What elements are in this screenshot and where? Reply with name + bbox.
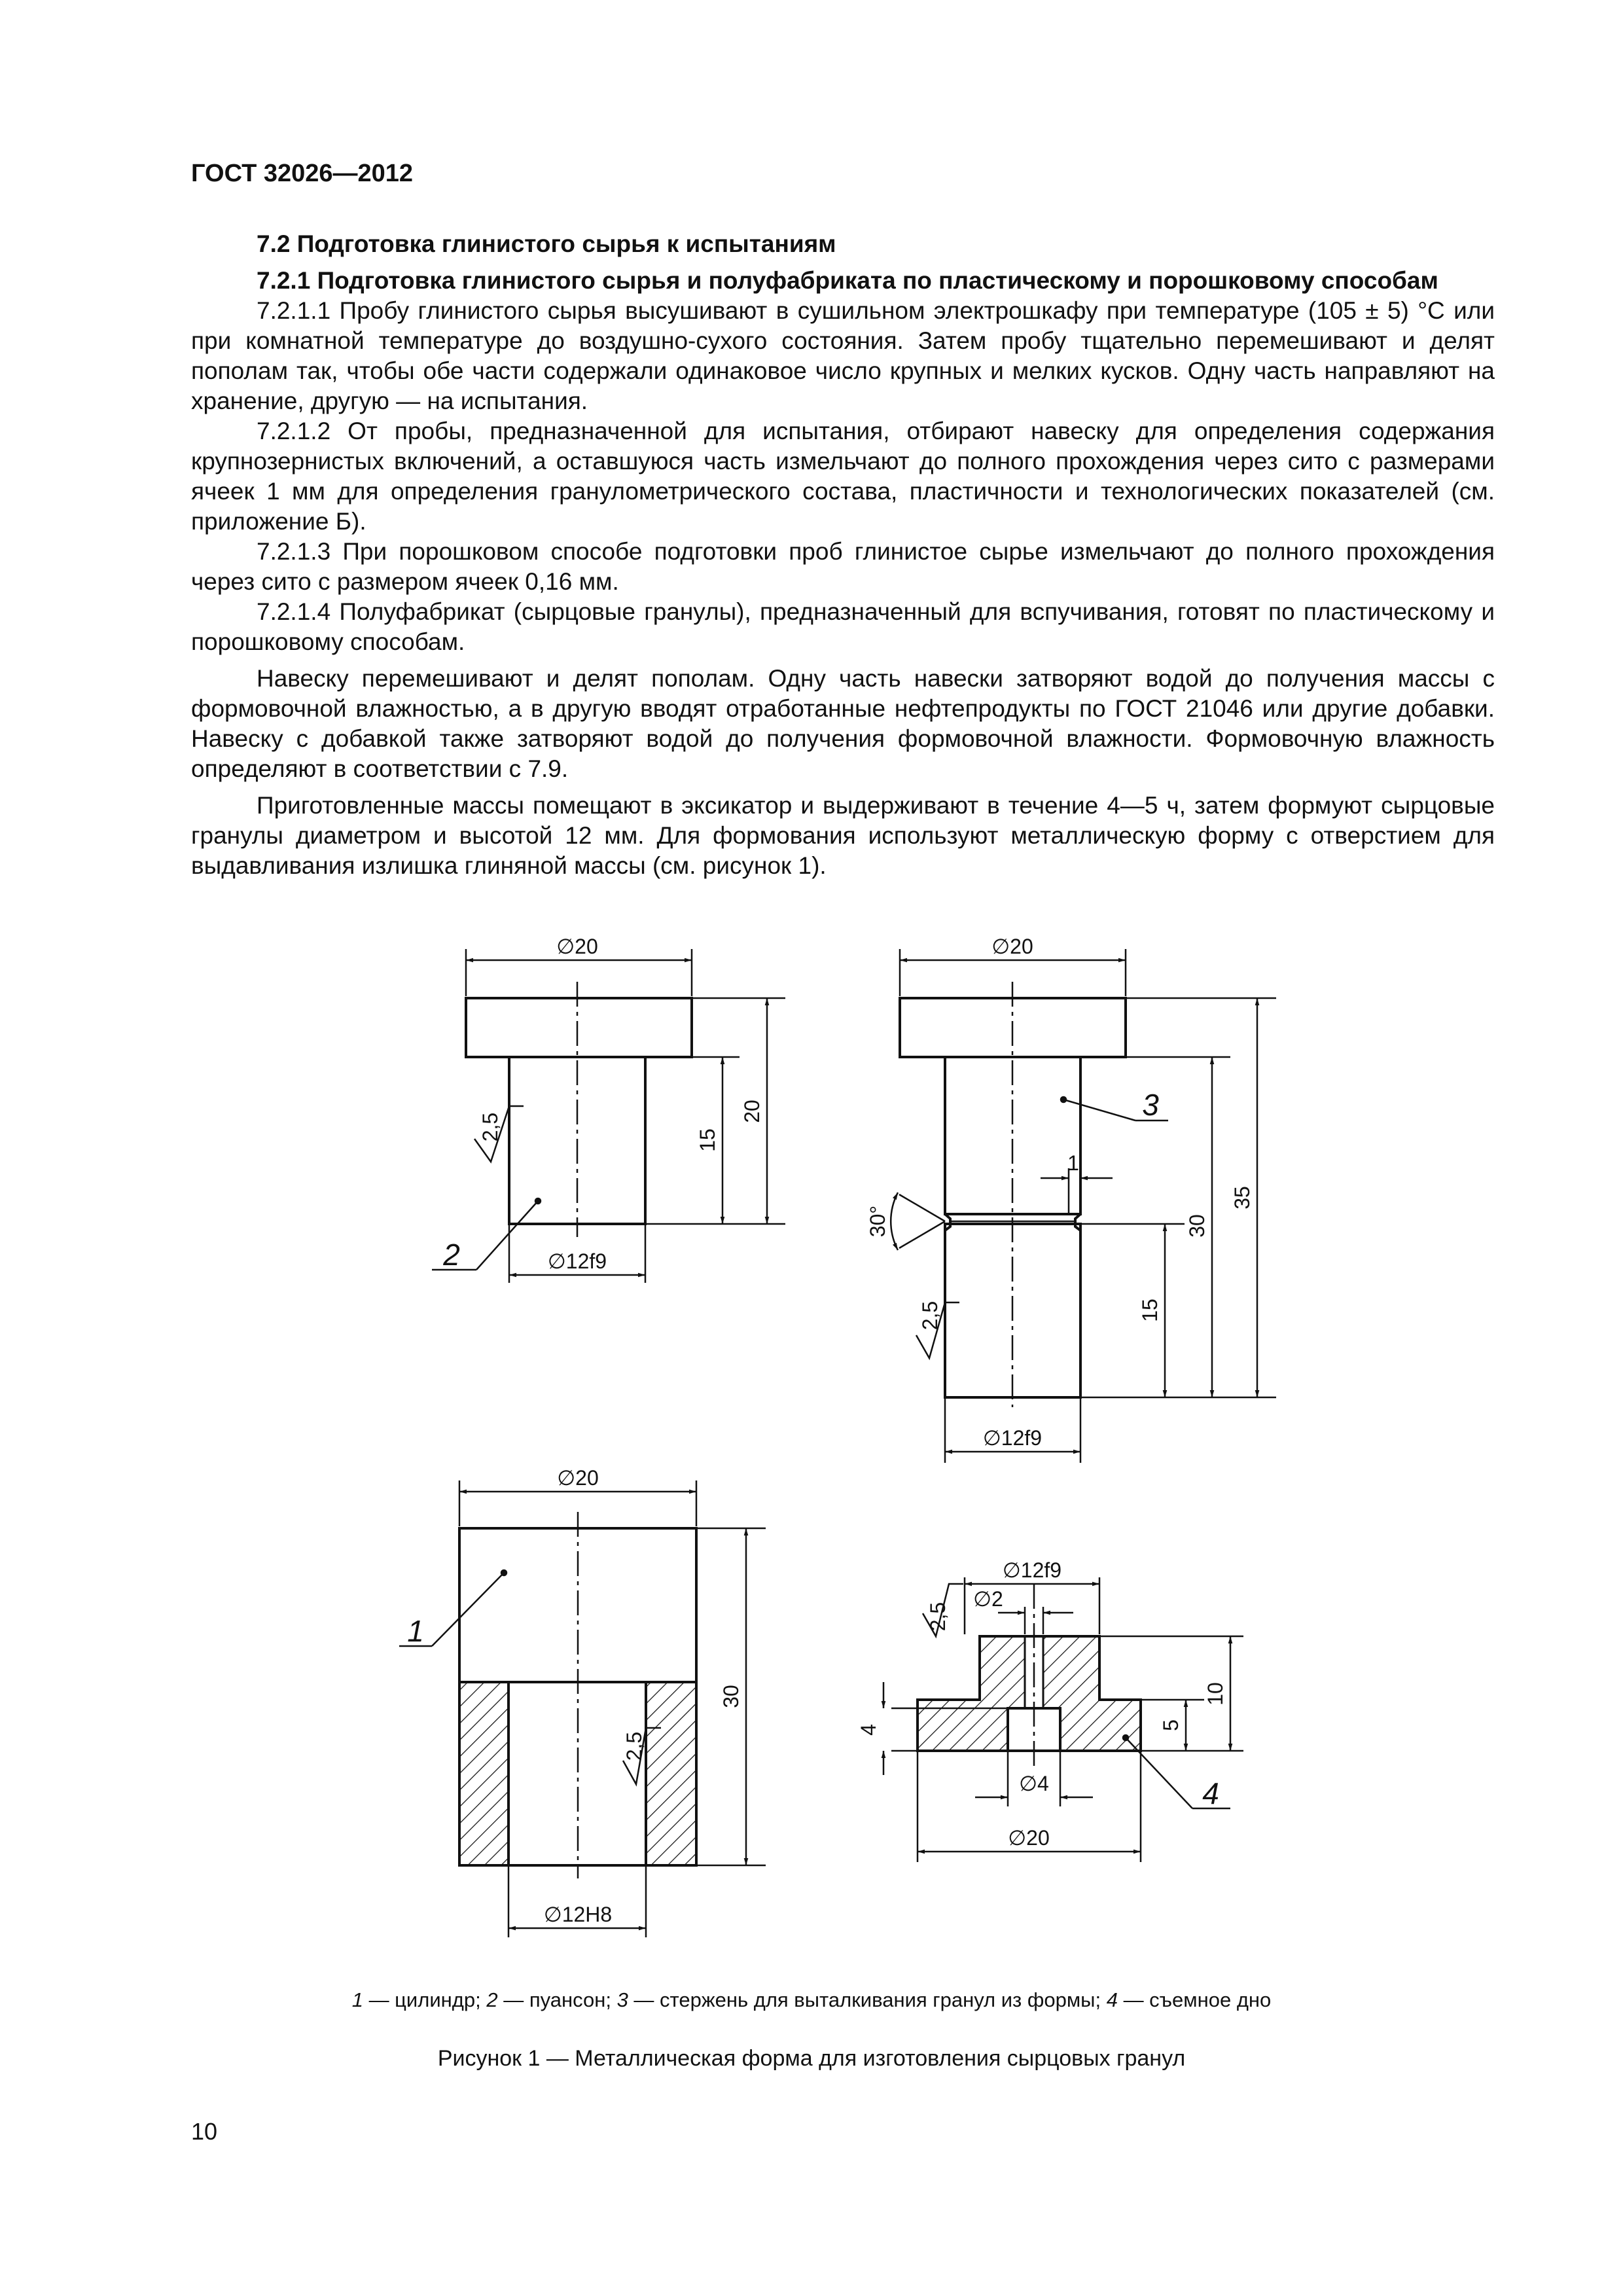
dim-35-rod: 35 — [1230, 1186, 1254, 1210]
body-text — [191, 229, 1495, 881]
legend-num: 1 — [351, 1988, 363, 2011]
legend-text: — стержень для выталкивания гранул из формы; — [628, 1988, 1107, 2011]
roughness-bottom: 2,5 — [926, 1602, 950, 1632]
legend-num: 2 — [486, 1988, 498, 2011]
dim-d12f9-punch: ∅12f9 — [547, 1249, 607, 1273]
paragraph: Приготовленные массы помещают в эксикатор и выдерживают в течение 4—5 ч, затем формуют сырцовые гранулы диаметром и высотой 12 мм. Для формования используют металлическую форму с отверстием для выдавливания излишка глиняной массы (см. рисунок 1). — [191, 792, 1495, 879]
dim-d2-bottom: ∅2 — [973, 1587, 1003, 1611]
position-label-punch: 2 — [443, 1238, 460, 1272]
paragraph: 7.2.1.3 При порошковом способе подготовки проб глинистое сырье измельчают до полного прохождения через сито с размером ячеек 0,16 мм. — [191, 538, 1495, 595]
document-header: ГОСТ 32026—2012 — [191, 160, 414, 187]
roughness-punch: 2,5 — [478, 1112, 502, 1142]
dim-15-punch: 15 — [696, 1128, 719, 1152]
legend-num: 4 — [1106, 1988, 1118, 2011]
dim-4-bottom: 4 — [857, 1724, 880, 1736]
position-label-rod: 3 — [1142, 1088, 1159, 1122]
dim-d12f9-bottom: ∅12f9 — [1002, 1558, 1062, 1582]
dim-15-rod: 15 — [1138, 1299, 1162, 1322]
legend-text: — цилиндр; — [363, 1988, 487, 2011]
position-label-cylinder: 1 — [407, 1614, 424, 1648]
punch-drawing — [466, 998, 692, 1224]
dim-d12h8-cylinder: ∅12H8 — [543, 1903, 613, 1926]
dim-20-punch: 20 — [740, 1100, 764, 1123]
roughness-cylinder: 2,5 — [622, 1731, 646, 1761]
dim-5-bottom: 5 — [1159, 1719, 1183, 1731]
dim-d20-bottom: ∅20 — [1008, 1826, 1050, 1850]
figure-legend — [0, 1988, 1623, 2012]
legend-text: — пуансон; — [497, 1988, 617, 2011]
dim-d20-cylinder: ∅20 — [557, 1466, 599, 1490]
dim-d20-punch: ∅20 — [556, 935, 598, 958]
page-number: 10 — [191, 2118, 218, 2145]
dim-d4-bottom: ∅4 — [1019, 1772, 1049, 1795]
technical-drawing — [0, 916, 1623, 1996]
section-title: 7.2 Подготовка глинистого сырья к испытаниям — [257, 230, 836, 257]
position-label-bottom: 4 — [1202, 1776, 1219, 1810]
legend-num: 3 — [616, 1988, 628, 2011]
subsection-title: 7.2.1 Подготовка глинистого сырья и полуфабриката по пластическому и порошковому способам — [257, 267, 1438, 294]
dim-30-rod: 30 — [1185, 1214, 1209, 1238]
dim-angle-rod: 30° — [866, 1205, 889, 1238]
dim-10-bottom: 10 — [1204, 1682, 1227, 1706]
paragraph: 7.2.1.2 От пробы, предназначенной для испытания, отбирают навеску для определения содержания крупнозернистых включений, а оставшуюся часть измельчают до полного прохождения через сито с размерами ячеек 1 мм для определения гранулометрического состава, пластичности и технологических показателей (см. приложение Б). — [191, 418, 1495, 535]
dim-d12f9-rod: ∅12f9 — [982, 1426, 1043, 1450]
roughness-rod: 2,5 — [918, 1300, 942, 1331]
paragraph: 7.2.1.4 Полуфабрикат (сырцовые гранулы), предназначенный для вспучивания, готовят по пластическому и порошковому способам. — [191, 598, 1495, 655]
paragraph: Навеску перемешивают и делят пополам. Одну часть навески затворяют водой до получения массы с формовочной влажностью, а в другую вводят отработанные нефтепродукты по ГОСТ 21046 или другие добавки. Навеску с добавкой также затворяют водой до получения формовочной влажности. Формовочную влажность определяют в соответствии с 7.9. — [191, 665, 1495, 782]
legend-text: — съемное дно — [1117, 1988, 1272, 2011]
dim-d20-rod: ∅20 — [991, 935, 1033, 958]
bottom-drawing — [918, 1636, 1141, 1751]
paragraph: 7.2.1.1 Пробу глинистого сырья высушивают в сушильном электрошкафу при температуре (105 ± 5) °С или при комнатной температуре до воздушно-сухого состояния. Затем пробу тщательно перемешивают и делят пополам так, чтобы обе части содержали одинаковое число крупных и мелких кусков. Одну часть направляют на хранение, другую — на испытания. — [191, 297, 1495, 414]
figure-1 — [0, 916, 1623, 1996]
cylinder-drawing — [459, 1528, 696, 1865]
figure-caption: Рисунок 1 — Металлическая форма для изготовления сырцовых гранул — [437, 2046, 1186, 2071]
dim-30-cylinder: 30 — [719, 1685, 743, 1708]
dim-1-rod: 1 — [1067, 1151, 1079, 1175]
